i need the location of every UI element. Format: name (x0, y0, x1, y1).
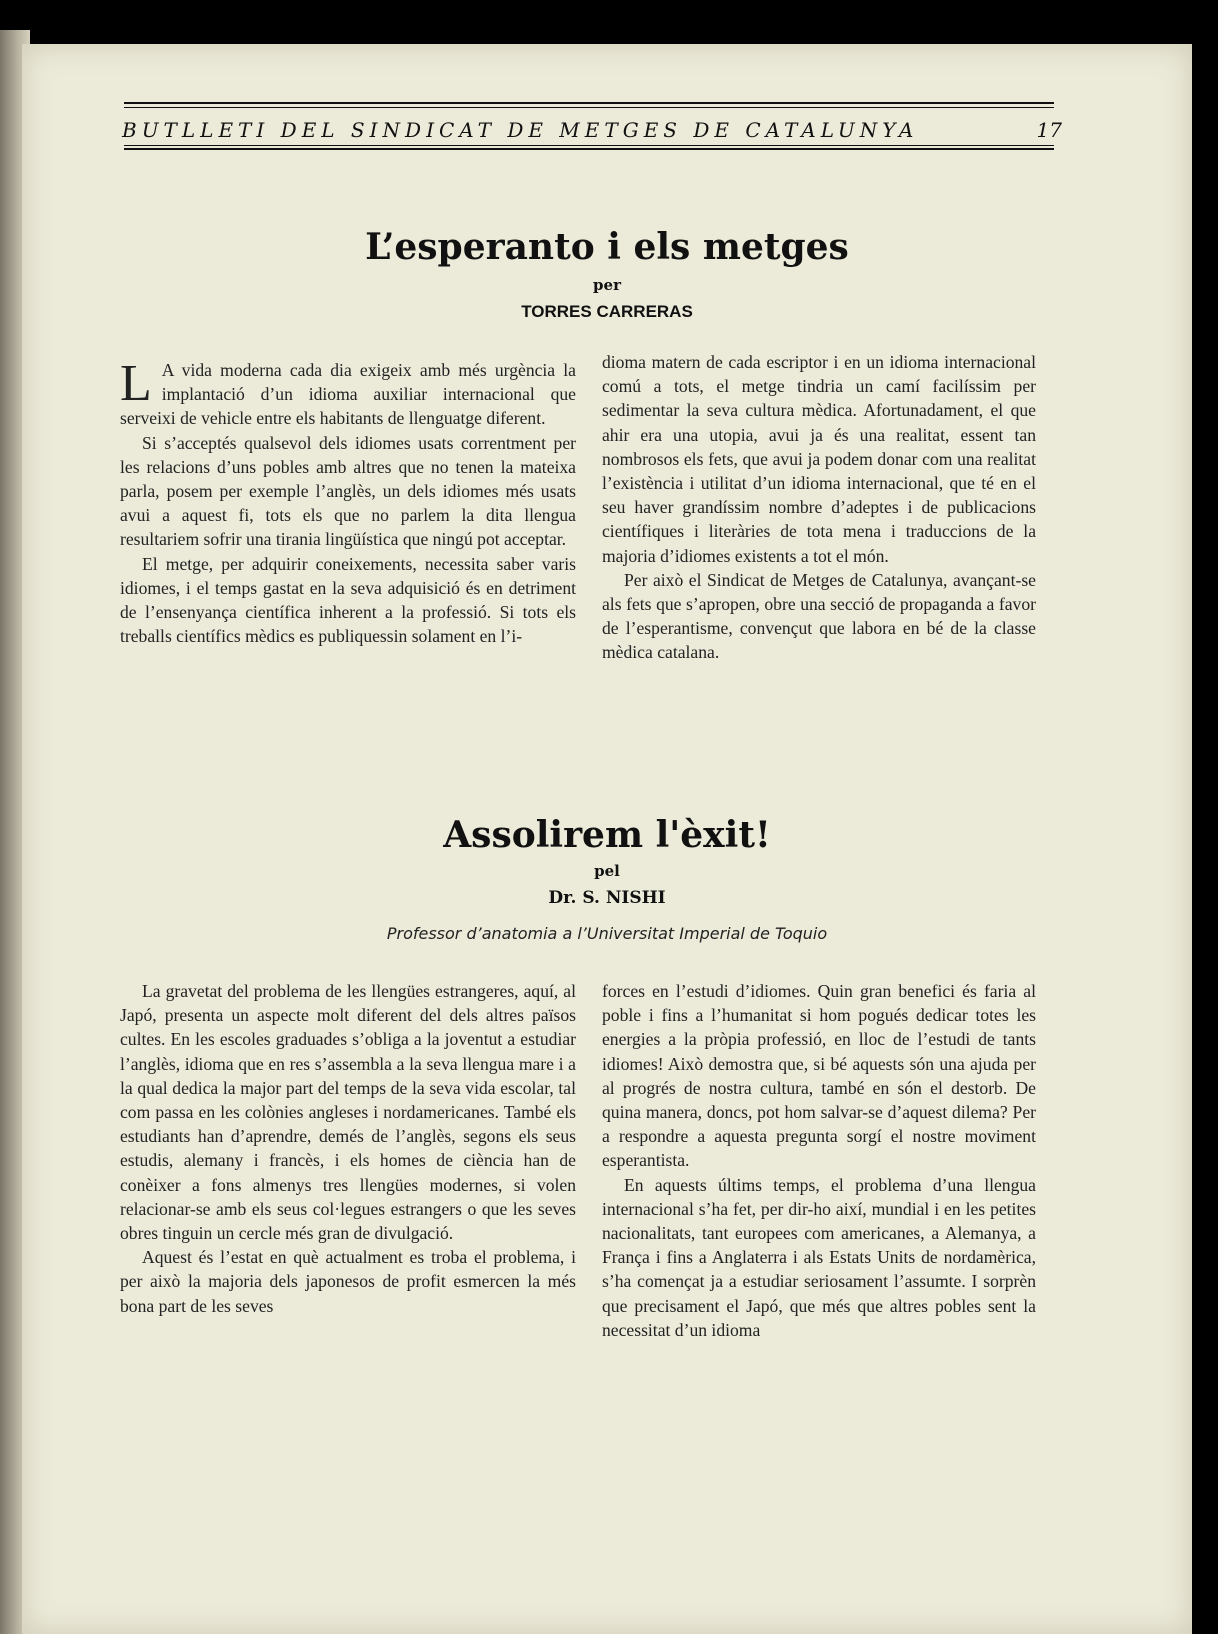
running-header (122, 118, 1062, 152)
article2-by: pel (594, 862, 620, 880)
header-rule-top-thin (124, 107, 1054, 108)
article1-paragraph: Si s’acceptés qualsevol dels idiomes usats correntment per les relacions d’uns pobles amb altres que no tenen la mateixa parla, posem per exemple l’anglès, un dels idiomes més usats avui a aquest fi, tots els que no parlem la dita llengua resultariem sofrir una tirania lingüística que ningú pot acceptar. (120, 432, 576, 550)
article1-right-column (602, 350, 1036, 665)
page-number: 17 (1036, 118, 1062, 142)
journal-name: BUTLLETI DEL SINDICAT DE METGES DE CATALUNYA (122, 118, 919, 142)
article2-paragraph: forces en l’estudi d’idiomes. Quin gran benefici és faria al poble i fins a l’humanitat si hom pogués dedicar totes les energies a la pròpia professió, en lloc de l’estudi de tants idiomes! Això demostra que, si bé aquests són una ajuda per al progrés de nostra cultura, també en són el destorb. De quina manera, doncs, pot hom salvar-se d’aquest dilema? Per a respondre a aquesta pregunta sorgí el nostre moviment esperantista. (602, 981, 1036, 1171)
article2-paragraph: La gravetat del problema de les llengües estrangeres, aquí, al Japó, presenta un aspecte molt diferent del dels altres països cultes. En les escoles graduades s’obliga a la joventut a estudiar l’anglès, idioma que en res s’assembla a la seva llengua mare i a la qual dedica la major part del temps de la seva vida escolar, tal com passa en les colònies angleses i nordamericanes. També els estudiants han d’aprendre, demés de l’anglès, segons els seus estudis, alemany i francès, i els homes de ciència han de conèixer a fons almenys tres llengües modernes, si volen relacionar-se amb els seus col·legues estrangers o que les seves obres tinguin un cercle més gran de divulgació. (120, 981, 576, 1244)
article1-left-column (120, 355, 576, 648)
article1-paragraph: Per això el Sindicat de Metges de Catalunya, avançant-se als fets que s’apropen, obre una secció de propaganda a favor de l’esperantisme, convençut que labora en bé de la classe mèdica catalana. (602, 569, 1036, 663)
header-rule-bottom (124, 148, 1054, 150)
article1-paragraph: dioma matern de cada escriptor i en un idioma internacional comú a tots, el metge tindria un camí facilíssim per sedimentar la seva cultura mèdica. Afortunadament, el que ahir era una utopia, avui ja és una realitat, essent tan nombrosos els fets, que avui ja podem donar com una realitat l’existència i utilitat d’un idioma internacional, que té en el seu haver grandíssim nombre d’adeptes i de publicacions científiques i literàries de tota mena i traduccions de la majoria d’idiomes existents a tot el món. (602, 352, 1036, 566)
page (22, 44, 1192, 1634)
article2-paragraph: En aquests últims temps, el problema d’una llengua internacional s’ha fet, per dir-ho així, mundial i en les petites nacionalitats, tant europees com americanes, a Alemanya, a França i fins a Anglaterra i als Estats Units de nordamèrica, s’ha començat ja a estudiar seriosament l’assumte. I sorprèn que precisament el Japó, que més que altres pobles sent la necessitat d’un idioma (602, 1174, 1036, 1340)
article2-author: Dr. S. NISHI (548, 888, 666, 908)
article1-author: TORRES CARRERAS (521, 302, 693, 321)
header-rule-bottom-thin (124, 145, 1054, 146)
article2-left-column (120, 979, 576, 1318)
article1-paragraph: L A vida moderna cada dia exigeix amb més urgència la implantació d’un idioma auxiliar internacional que serveixi de vehicle entre els habitants de llenguatge diferent. (120, 355, 576, 429)
article2-title: Assolirem l'èxit! (443, 814, 771, 856)
article1-title: L’esperanto i els metges (365, 226, 849, 268)
article2-affiliation: Professor d’anatomia a l’Universitat Imperial de Toquio (386, 924, 828, 943)
article1-by: per (593, 276, 621, 294)
article2-right-column (602, 979, 1036, 1342)
header-rule-top (124, 102, 1054, 104)
article2-paragraph: Aquest és l’estat en què actualment es troba el problema, i per això la majoria dels japonesos de profit esmercen la més bona part de les seves (120, 1247, 576, 1316)
drop-cap: L (120, 355, 152, 412)
article1-paragraph: El metge, per adquirir coneixements, necessita saber varis idiomes, i el temps gastat en la seva adquisició és en detriment de l’ensenyança científica inherent a la professió. Si tots els treballs científics mèdics es publiquessin solament en l’i- (120, 553, 576, 647)
